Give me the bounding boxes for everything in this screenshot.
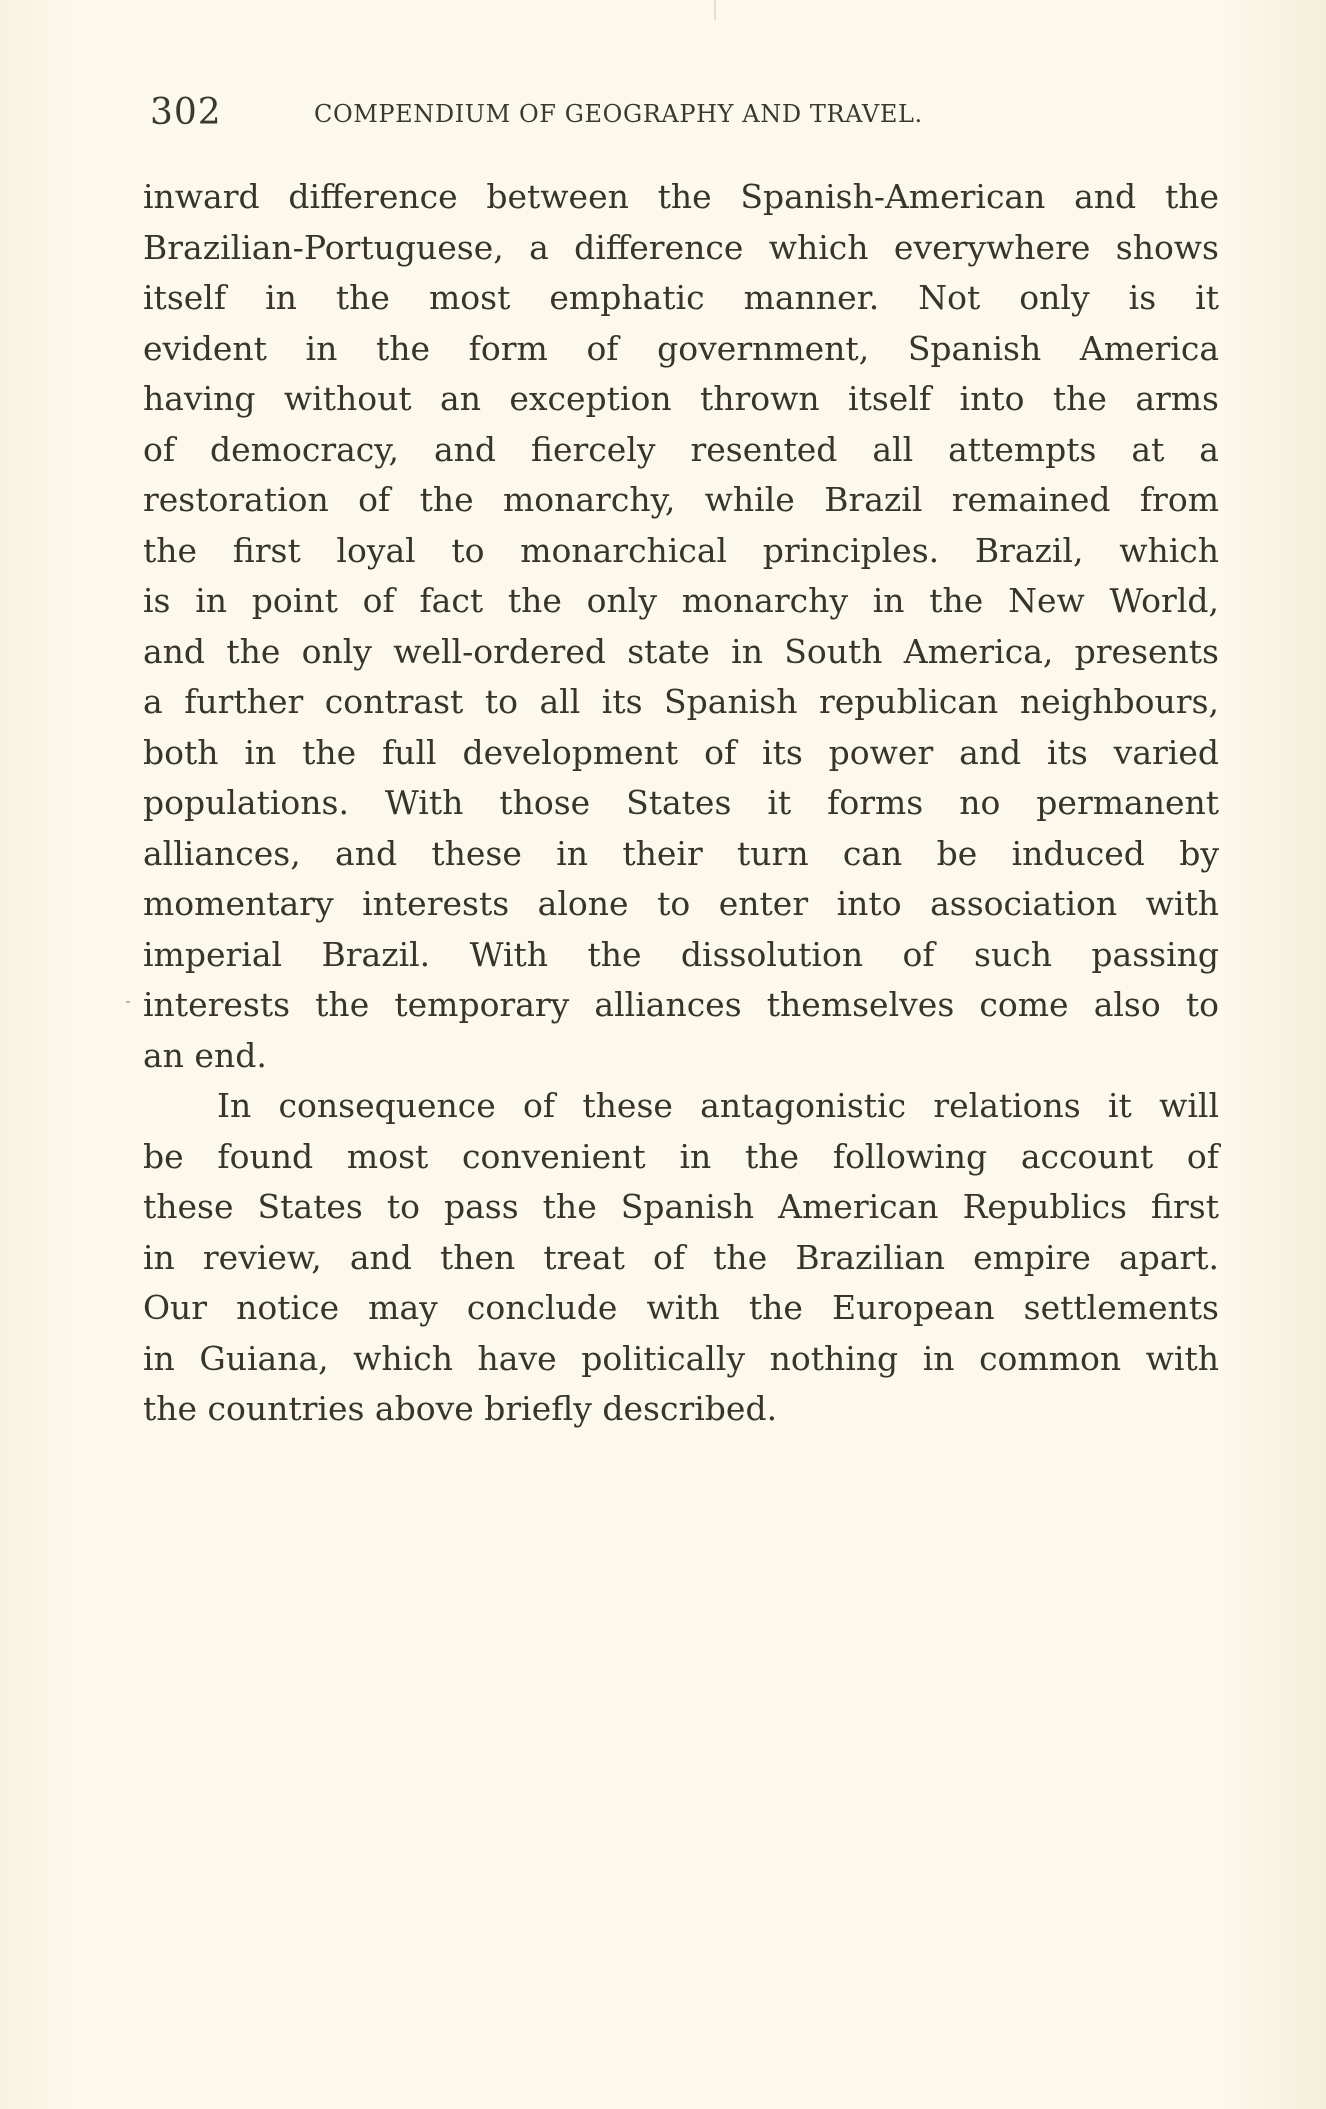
text-line: these States to pass the Spanish American Republics first (143, 1187, 1219, 1226)
page-edge-mark (714, 0, 716, 20)
running-head (150, 92, 1065, 142)
text-line: itself in the most emphatic manner. Not only is it (143, 278, 1219, 317)
margin-mark (126, 1001, 130, 1003)
text-line: is in point of fact the only monarchy in the New World, (143, 581, 1219, 620)
text-line: of democracy, and fiercely resented all attempts at a (143, 429, 1219, 469)
text-line: populations. With those States it forms no permanent (143, 783, 1219, 822)
paragraph (143, 172, 1219, 1081)
text-line: the countries above briefly described. (143, 1389, 778, 1428)
text-line: Our notice may conclude with the European settlements (143, 1288, 1219, 1327)
running-title: COMPENDIUM OF GEOGRAPHY AND TRAVEL. (314, 100, 923, 128)
text-line: In consequence of these antagonistic relations it will (217, 1086, 1219, 1125)
text-line: in Guiana, which have politically nothing in common with (143, 1338, 1219, 1378)
text-line: interests the temporary alliances themselves come also to (143, 985, 1219, 1024)
text-line: momentary interests alone to enter into association with (143, 884, 1219, 923)
text-line: imperial Brazil. With the dissolution of such passing (143, 934, 1219, 974)
text-line: Brazilian-Portuguese, a difference which everywhere shows (143, 227, 1219, 267)
text-line: be found most convenient in the following account of (143, 1136, 1219, 1176)
text-line: inward difference between the Spanish-American and the (143, 177, 1219, 216)
text-line: evident in the form of government, Spanish America (143, 328, 1219, 368)
text-line: restoration of the monarchy, while Brazil remained from (143, 480, 1219, 519)
text-line: having without an exception thrown itself into the arms (143, 379, 1219, 418)
text-line: and the only well-ordered state in South America, presents (143, 631, 1219, 671)
text-line: an end. (143, 1035, 267, 1075)
page-number: 302 (150, 92, 222, 133)
body-text (143, 172, 1219, 1435)
text-line: alliances, and these in their turn can be induced by (143, 833, 1219, 873)
text-line: in review, and then treat of the Brazilian empire apart. (143, 1237, 1219, 1277)
text-line: both in the full development of its power and its varied (143, 732, 1219, 772)
text-line: the first loyal to monarchical principles. Brazil, which (143, 530, 1219, 570)
text-line: a further contrast to all its Spanish republican neighbours, (143, 682, 1219, 721)
paragraph (143, 1081, 1219, 1435)
